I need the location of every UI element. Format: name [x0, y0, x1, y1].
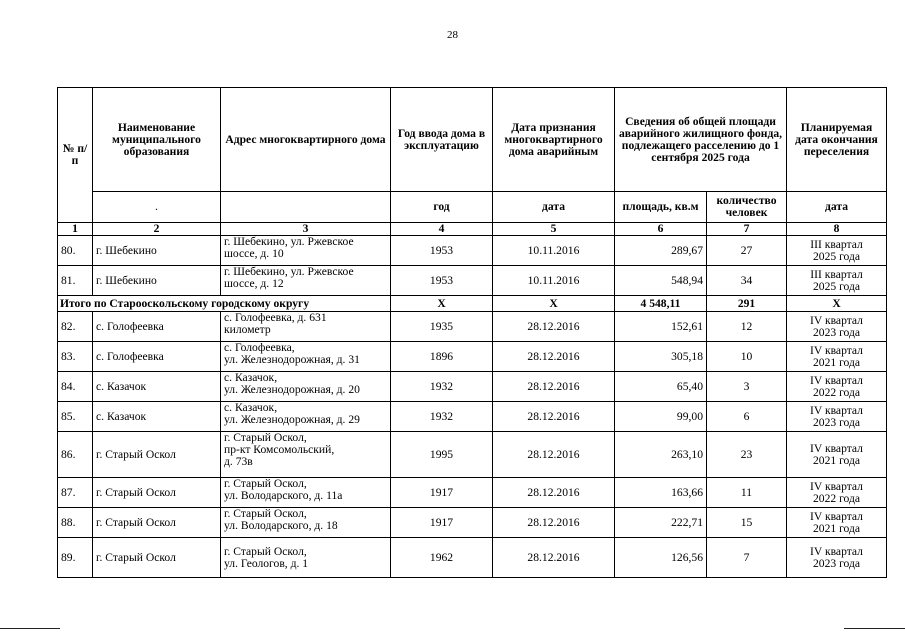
scan-edge-left	[0, 628, 60, 629]
row-address	[221, 236, 391, 266]
row-planned	[787, 372, 887, 402]
row-address	[221, 508, 391, 538]
row-planned	[787, 312, 887, 342]
table-row	[58, 432, 887, 478]
table-row	[58, 266, 887, 296]
row-date: 28.12.2016	[493, 372, 615, 402]
planned-line: IV квартал	[810, 509, 863, 523]
row-planned	[787, 402, 887, 432]
planned-line: 2025 года	[812, 279, 861, 293]
address-line: ул. Володарского, д. 18	[224, 519, 338, 532]
row-municipality: г. Старый Оскол	[93, 478, 221, 508]
row-area: 152,61	[615, 312, 707, 342]
row-date: 28.12.2016	[493, 538, 615, 578]
row-area: 548,94	[615, 266, 707, 296]
address-line: ул. Геологов, д. 1	[224, 556, 309, 570]
row-people: 15	[707, 508, 787, 538]
total-year: X	[391, 296, 493, 312]
planned-line: 2022 года	[812, 491, 861, 505]
row-municipality: г. Шебекино	[93, 236, 221, 266]
row-year: 1932	[391, 372, 493, 402]
planned-line: IV квартал	[810, 313, 863, 327]
planned-line: 2023 года	[812, 556, 861, 570]
planned-line: 2023 года	[812, 325, 861, 339]
address-line: д. 73в	[224, 455, 253, 468]
planned-line: IV квартал	[810, 479, 863, 493]
subheader-dot: .	[93, 192, 221, 223]
row-no: 83.	[58, 342, 93, 372]
planned-line: IV квартал	[810, 544, 863, 558]
col-num-7: 7	[707, 223, 787, 236]
row-municipality: с. Казачок	[93, 372, 221, 402]
row-date: 28.12.2016	[493, 508, 615, 538]
subheader-area: площадь, кв.м	[615, 192, 707, 223]
row-date: 28.12.2016	[493, 312, 615, 342]
row-people: 12	[707, 312, 787, 342]
table-row	[58, 342, 887, 372]
table-row	[58, 236, 887, 266]
row-address	[221, 478, 391, 508]
row-no: 88.	[58, 508, 93, 538]
row-address	[221, 538, 391, 578]
subheader-planned: дата	[787, 192, 887, 223]
header-planned: Планируемая дата окончания переселения	[787, 88, 887, 192]
subheader-year: год	[391, 192, 493, 223]
header-municipality: Наименование муниципального образования	[93, 88, 221, 192]
row-people: 10	[707, 342, 787, 372]
row-municipality: с. Голофеевка	[93, 342, 221, 372]
header-area-group: Сведения об общей площади аварийного жилищного фонда, подлежащего расселению до 1 сентября 2025 года	[615, 88, 787, 192]
row-address	[221, 432, 391, 478]
total-people: 291	[707, 296, 787, 312]
address-line: г. Старый Оскол,	[224, 431, 307, 444]
row-address	[221, 372, 391, 402]
address-line: г. Шебекино, ул. Ржевское	[224, 235, 354, 248]
planned-line: 2021 года	[812, 355, 861, 369]
header-address: Адрес многоквартирного дома	[221, 88, 391, 192]
address-line: г. Старый Оскол,	[224, 544, 307, 558]
row-address	[221, 266, 391, 296]
address-line: с. Голофеевка, д. 631	[224, 311, 327, 324]
table-row	[58, 538, 887, 578]
col-num-2: 2	[93, 223, 221, 236]
address-line: шоссе, д. 10	[224, 247, 284, 260]
table-row	[58, 402, 887, 432]
row-area: 163,66	[615, 478, 707, 508]
subheader-people: количество человек	[707, 192, 787, 223]
row-year: 1917	[391, 508, 493, 538]
row-area: 65,40	[615, 372, 707, 402]
address-line: пр-кт Комсомольский,	[224, 443, 335, 456]
row-planned	[787, 432, 887, 478]
row-planned	[787, 266, 887, 296]
row-date: 28.12.2016	[493, 402, 615, 432]
column-number-row	[58, 223, 887, 236]
row-no: 80.	[58, 236, 93, 266]
address-line: г. Старый Оскол,	[224, 477, 307, 490]
address-line: ул. Железнодорожная, д. 20	[224, 383, 360, 396]
address-line: шоссе, д. 12	[224, 277, 284, 290]
subheader-empty	[221, 192, 391, 223]
total-planned: X	[787, 296, 887, 312]
subheader-row	[58, 192, 887, 223]
row-area: 305,18	[615, 342, 707, 372]
total-date: X	[493, 296, 615, 312]
row-date: 28.12.2016	[493, 342, 615, 372]
row-planned	[787, 508, 887, 538]
row-people: 6	[707, 402, 787, 432]
planned-line: 2021 года	[812, 453, 861, 467]
row-people: 11	[707, 478, 787, 508]
header-no: № п/п	[58, 88, 93, 223]
row-planned	[787, 342, 887, 372]
row-area: 126,56	[615, 538, 707, 578]
row-no: 86.	[58, 432, 93, 478]
col-num-1: 1	[58, 223, 93, 236]
row-municipality: с. Голофеевка	[93, 312, 221, 342]
row-year: 1953	[391, 236, 493, 266]
row-no: 89.	[58, 538, 93, 578]
row-year: 1896	[391, 342, 493, 372]
row-municipality: с. Казачок	[93, 402, 221, 432]
page-number: 28	[447, 29, 458, 41]
address-line: ул. Железнодорожная, д. 29	[224, 413, 360, 426]
planned-line: 2023 года	[812, 415, 861, 429]
planned-line: III квартал	[810, 237, 863, 251]
row-no: 85.	[58, 402, 93, 432]
row-municipality: г. Старый Оскол	[93, 508, 221, 538]
row-people: 3	[707, 372, 787, 402]
row-year: 1932	[391, 402, 493, 432]
row-year: 1917	[391, 478, 493, 508]
planned-line: III квартал	[810, 267, 863, 281]
row-address	[221, 312, 391, 342]
table-row	[58, 312, 887, 342]
total-label: Итого по Старооскольскому городскому округу	[58, 296, 391, 312]
row-date: 10.11.2016	[493, 266, 615, 296]
planned-line: IV квартал	[810, 441, 863, 455]
address-line: ул. Железнодорожная, д. 31	[224, 353, 360, 366]
row-year: 1962	[391, 538, 493, 578]
row-area: 263,10	[615, 432, 707, 478]
header-row	[58, 88, 887, 192]
address-line: с. Голофеевка,	[224, 341, 295, 354]
row-date: 10.11.2016	[493, 236, 615, 266]
row-planned	[787, 236, 887, 266]
row-municipality: г. Старый Оскол	[93, 538, 221, 578]
planned-line: 2022 года	[812, 385, 861, 399]
total-row	[58, 296, 887, 312]
row-no: 81.	[58, 266, 93, 296]
row-date: 28.12.2016	[493, 432, 615, 478]
address-line: ул. Володарского, д. 11а	[224, 489, 343, 502]
row-municipality: г. Старый Оскол	[93, 432, 221, 478]
address-line: с. Казачок,	[224, 401, 278, 414]
header-date: Дата признания многоквартирного дома аварийным	[493, 88, 615, 192]
row-area: 222,71	[615, 508, 707, 538]
planned-line: IV квартал	[810, 343, 863, 357]
col-num-6: 6	[615, 223, 707, 236]
emergency-housing-table	[57, 87, 887, 578]
col-num-4: 4	[391, 223, 493, 236]
row-area: 99,00	[615, 402, 707, 432]
address-line: г. Старый Оскол,	[224, 507, 307, 520]
row-address	[221, 342, 391, 372]
row-year: 1995	[391, 432, 493, 478]
planned-line: 2021 года	[812, 521, 861, 535]
address-line: с. Казачок,	[224, 371, 278, 384]
row-no: 84.	[58, 372, 93, 402]
header-year: Год ввода дома в эксплуатацию	[391, 88, 493, 192]
row-year: 1953	[391, 266, 493, 296]
total-area: 4 548,11	[615, 296, 707, 312]
row-planned	[787, 538, 887, 578]
row-people: 7	[707, 538, 787, 578]
row-no: 82.	[58, 312, 93, 342]
planned-line: 2025 года	[812, 249, 861, 263]
col-num-8: 8	[787, 223, 887, 236]
table-row	[58, 372, 887, 402]
subheader-date: дата	[493, 192, 615, 223]
row-planned	[787, 478, 887, 508]
scan-edge-right	[844, 628, 905, 629]
col-num-3: 3	[221, 223, 391, 236]
row-no: 87.	[58, 478, 93, 508]
planned-line: IV квартал	[810, 373, 863, 387]
row-address	[221, 402, 391, 432]
table-row	[58, 478, 887, 508]
row-area: 289,67	[615, 236, 707, 266]
planned-line: IV квартал	[810, 403, 863, 417]
address-line: г. Шебекино, ул. Ржевское	[224, 265, 354, 278]
address-line: километр	[224, 323, 271, 336]
table-row	[58, 508, 887, 538]
row-municipality: г. Шебекино	[93, 266, 221, 296]
row-year: 1935	[391, 312, 493, 342]
row-people: 34	[707, 266, 787, 296]
row-people: 23	[707, 432, 787, 478]
row-date: 28.12.2016	[493, 478, 615, 508]
row-people: 27	[707, 236, 787, 266]
col-num-5: 5	[493, 223, 615, 236]
